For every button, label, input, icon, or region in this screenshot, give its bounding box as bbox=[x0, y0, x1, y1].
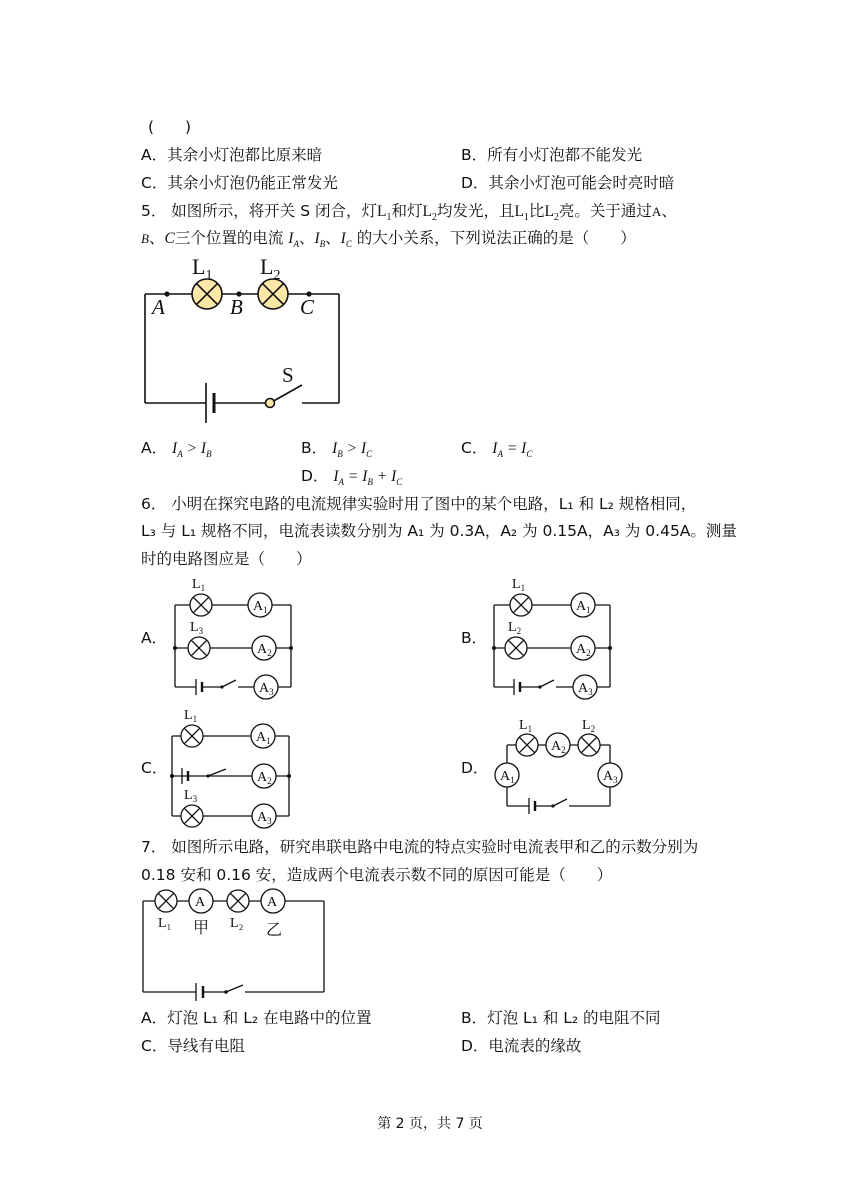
q4-paren: ( ) bbox=[148, 118, 192, 136]
q7-fig-label-jia: 甲 bbox=[193, 918, 210, 937]
svg-text:L2: $L_2$ bbox=[582, 718, 596, 734]
q5-stem-line1: 5． 如图所示，将开关 S 闭合，灯$L_1$和灯$L_2$均发光，且$L_1$比$L_2$亮。关于通过A、 bbox=[141, 202, 677, 224]
svg-text:A: A bbox=[195, 895, 206, 910]
q7-stem-line1: 7． 如图所示电路，研究串联电路中电流的特点实验时电流表甲和乙的示数分别为 bbox=[141, 838, 699, 856]
q4-option-c: C．其余小灯泡仍能正常发光 bbox=[141, 174, 338, 192]
svg-text:A3: $A_3$ bbox=[578, 681, 593, 697]
svg-text:L1: $L_1$ bbox=[519, 718, 533, 734]
q6-option-c-label: C． bbox=[141, 759, 168, 777]
svg-text:A1: $A_1$ bbox=[500, 769, 515, 785]
fig5-label-s: S bbox=[282, 363, 294, 387]
q7-option-c: C．导线有电阻 bbox=[141, 1037, 245, 1055]
fig5-label-c: C bbox=[300, 295, 315, 319]
svg-text:L3: $L_3$ bbox=[184, 788, 198, 804]
svg-text:A1: $A_1$ bbox=[576, 599, 591, 615]
svg-text:A1: $A_1$ bbox=[253, 599, 268, 615]
svg-text:A: A bbox=[267, 895, 278, 910]
q7-option-b: B．灯泡 L₁ 和 L₂ 的电阻不同 bbox=[461, 1009, 661, 1027]
svg-text:L1: $L_1$ bbox=[192, 577, 206, 593]
q5-option-d: D． $I_A = I_B + I_C$ bbox=[301, 467, 403, 488]
fig5-label-a: A bbox=[152, 295, 165, 319]
q7-lamp-l2-icon bbox=[227, 890, 249, 912]
svg-text:L2: $L_2$ bbox=[508, 620, 522, 636]
q6-stem-line3: 时的电路图应是（ ） bbox=[141, 550, 312, 568]
q5-option-b: B． $I_B > I_C$ bbox=[301, 439, 373, 460]
q7-fig-label-l1: L₁ bbox=[158, 916, 172, 931]
q7-lamp-l1-icon bbox=[155, 890, 177, 912]
q4-option-a: A．其余小灯泡都比原来暗 bbox=[141, 146, 323, 164]
fig5-label-b: B bbox=[230, 295, 243, 319]
q5-option-c: C． $I_A = I_C$ bbox=[461, 439, 533, 460]
svg-text:A2: $A_2$ bbox=[257, 770, 272, 786]
svg-text:A3: $A_3$ bbox=[603, 769, 618, 785]
svg-text:A2: $A_2$ bbox=[576, 642, 591, 658]
q4-option-b: B．所有小灯泡都不能发光 bbox=[461, 146, 643, 164]
svg-text:A3: $A_3$ bbox=[257, 810, 272, 826]
svg-text:A1: $A_1$ bbox=[256, 730, 271, 746]
q5-stem-line2: B、C三个位置的电流 $I_A$、$I_B$、$I_C$ 的大小关系，下列说法正确的是（ ） bbox=[141, 229, 636, 250]
q6-option-d-label: D． bbox=[461, 759, 489, 777]
svg-text:L1: $L_1$ bbox=[512, 577, 526, 593]
q6-option-a-label: A． bbox=[141, 629, 168, 647]
q7-fig-label-yi: 乙 bbox=[266, 920, 283, 939]
q7-option-a: A．灯泡 L₁ 和 L₂ 在电路中的位置 bbox=[141, 1009, 372, 1027]
svg-text:L1: $L_1$ bbox=[184, 708, 198, 724]
svg-text:A2: $A_2$ bbox=[257, 642, 272, 658]
q6-stem-line1: 6． 小明在探究电路的电流规律实验时用了图中的某个电路，L₁ 和 L₂ 规格相同， bbox=[141, 495, 697, 513]
page-footer: 第 2 页，共 7 页 bbox=[377, 1116, 483, 1132]
q7-fig-label-l2: L₂ bbox=[230, 916, 244, 931]
q7-option-d: D．电流表的缘故 bbox=[461, 1037, 582, 1055]
svg-text:A3: $A_3$ bbox=[259, 681, 274, 697]
q6-option-b-label: B． bbox=[461, 629, 488, 647]
svg-text:L3: $L_3$ bbox=[190, 620, 204, 636]
fig5-label-l2: $L_2$ bbox=[260, 254, 281, 283]
q5-option-a: A． $I_A > I_B$ bbox=[141, 439, 212, 460]
q7-stem-line2: 0.18 安和 0.16 安，造成两个电流表示数不同的原因可能是（ ） bbox=[141, 866, 613, 884]
q6-stem-line2: L₃ 与 L₁ 规格不同，电流表读数分别为 A₁ 为 0.3A，A₂ 为 0.15A，A₃ 为 0.45A。测量 bbox=[141, 522, 737, 540]
svg-text:A2: $A_2$ bbox=[551, 739, 566, 755]
fig5-label-l1: $L_1$ bbox=[192, 254, 213, 283]
q4-option-d: D．其余小灯泡可能会时亮时暗 bbox=[461, 174, 675, 192]
